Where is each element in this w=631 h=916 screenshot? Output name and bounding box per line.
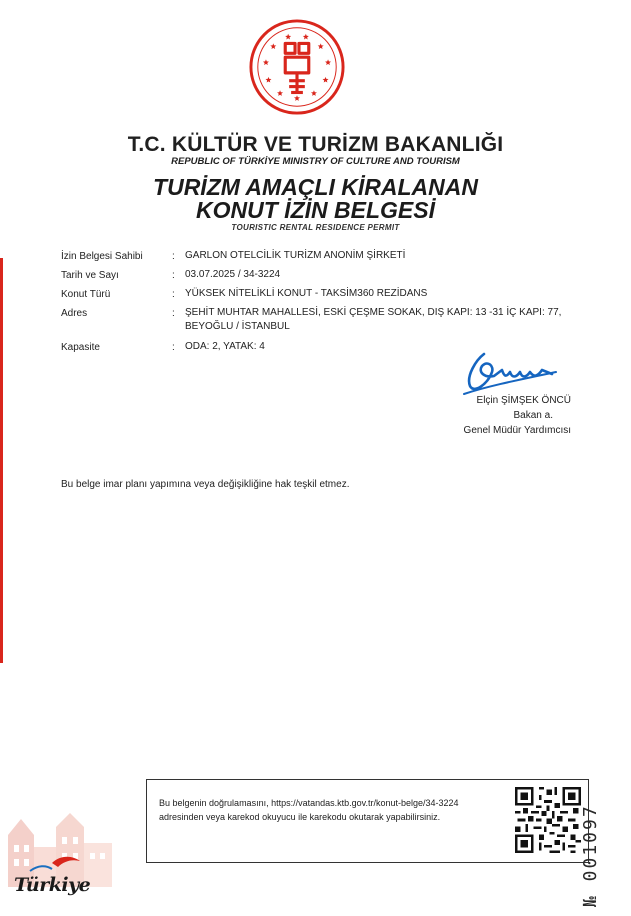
field-colon: : xyxy=(172,251,175,262)
verification-text-line2: adresinden veya karekod okuyucu ile karekodu okutarak yapabilirsiniz. xyxy=(159,812,441,822)
field-value-owner: GARLON OTELCİLİK TURİZM ANONİM ŞİRKETİ xyxy=(185,250,406,261)
field-colon: : xyxy=(172,342,175,353)
red-edge-strip xyxy=(0,258,3,663)
turkiye-logo-icon xyxy=(0,805,125,913)
emblem-star xyxy=(303,34,309,40)
emblem-star xyxy=(277,90,283,96)
field-label-date: Tarih ve Sayı xyxy=(61,270,119,281)
signer-name: Elçin ŞİMŞEK ÖNCÜ xyxy=(476,395,571,406)
field-label-owner: İzin Belgesi Sahibi xyxy=(61,251,143,262)
field-label-address: Adres xyxy=(61,308,88,319)
verification-text-line1: Bu belgenin doğrulamasını, https://vatandas.ktb.gov.tr/konut-belge/34-3224 xyxy=(159,798,459,808)
emblem-star xyxy=(263,59,269,65)
serial-number: № 001097 xyxy=(580,804,601,907)
qr-code-icon[interactable] xyxy=(515,787,581,853)
emblem-star xyxy=(311,90,317,96)
field-value-address-line2: BEYOĞLU / İSTANBUL xyxy=(185,321,290,332)
ministry-emblem-icon xyxy=(248,18,346,116)
field-label-type: Konut Türü xyxy=(61,289,111,300)
signer-role-2: Genel Müdür Yardımcısı xyxy=(463,425,571,436)
emblem-star xyxy=(285,34,291,40)
field-colon: : xyxy=(172,308,175,319)
document-subtitle: TOURISTIC RENTAL RESIDENCE PERMIT xyxy=(231,223,400,232)
field-colon: : xyxy=(172,270,175,281)
emblem-star xyxy=(318,43,324,49)
field-colon: : xyxy=(172,289,175,300)
emblem-star xyxy=(294,95,300,101)
emblem-star xyxy=(270,43,276,49)
ministry-name-en: REPUBLIC OF TÜRKİYE MINISTRY OF CULTURE AND TOURISM xyxy=(171,156,460,167)
ministry-name-tr: T.C. KÜLTÜR VE TURİZM BAKANLIĞI xyxy=(127,133,504,156)
emblem-star xyxy=(265,77,271,83)
field-value-capacity: ODA: 2, YATAK: 4 xyxy=(185,341,265,352)
field-value-date: 03.07.2025 / 34-3224 xyxy=(185,269,281,280)
field-label-capacity: Kapasite xyxy=(61,342,100,353)
signature-icon xyxy=(458,350,578,400)
field-value-address: ŞEHİT MUHTAR MAHALLESİ, ESKİ ÇEŞME SOKAK, DIŞ KAPI: 13 -31 İÇ KAPI: 77, xyxy=(185,307,562,318)
signer-role-1: Bakan a. xyxy=(513,410,553,421)
turkiye-logo-text: Türkiye xyxy=(14,874,91,896)
document-title-line1: TURİZM AMAÇLI KİRALANAN xyxy=(153,174,478,200)
field-value-type: YÜKSEK NİTELİKLİ KONUT - TAKSİM360 REZİDANS xyxy=(185,288,428,299)
verification-box xyxy=(146,779,589,863)
document-title-line2: KONUT İZİN BELGESİ xyxy=(196,197,435,223)
emblem-star xyxy=(325,59,331,65)
legal-notice: Bu belge imar planı yapımına veya değişikliğine hak teşkil etmez. xyxy=(61,479,350,490)
emblem-star xyxy=(323,77,329,83)
